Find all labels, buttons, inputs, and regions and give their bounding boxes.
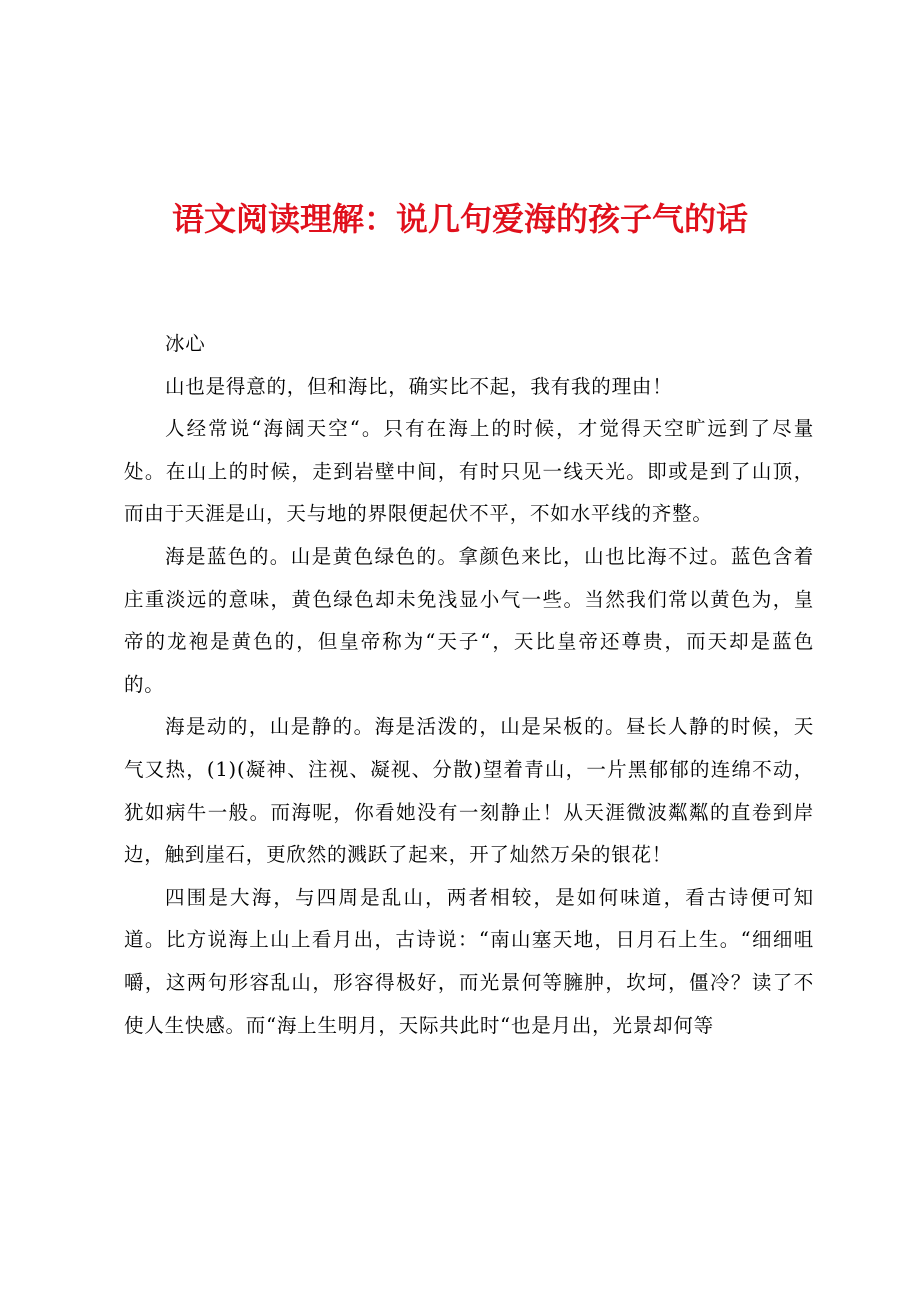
paragraph: 海是蓝色的。山是黄色绿色的。拿颜色来比，山也比海不过。蓝色含着庄重淡远的意味，黄色绿色却未免浅显小气一些。当然我们常以黄色为，皇帝的龙袍是黄色的，但皇帝称为“天子“，天比皇帝还尊贵，而天却是蓝色的。 <box>124 544 814 696</box>
author-line: 冰心 <box>165 332 206 355</box>
article-title: 语文阅读理解：说几句爱海的孩子气的话 <box>171 200 748 238</box>
paragraph: 山也是得意的，但和海比，确实比不起，我有我的理由！ <box>165 374 673 398</box>
article-body <box>124 323 814 1047</box>
paragraph: 人经常说“海阔天空“。只有在海上的时候，才觉得天空旷远到了尽量处。在山上的时候，走到岩壁中间，有时只见一线天光。即或是到了山顶，而由于天涯是山，天与地的界限便起伏不平，不如水平线的齐整。 <box>124 417 814 526</box>
paragraph: 四围是大海，与四周是乱山，两者相较，是如何味道，看古诗便可知道。比方说海上山上看月出，古诗说：“南山塞天地，日月石上生。“细细咀嚼，这两句形容乱山，形容得极好，而光景何等臃肿，坎坷，僵冷？读了不使人生快感。而“海上生明月，天际共此时“也是月出，光景却何等 <box>124 885 814 1037</box>
paragraph: 海是动的，山是静的。海是活泼的，山是呆板的。昼长人静的时候，天气又热，(1)(凝神、注视、凝视、分散)望着青山，一片黑郁郁的连绵不动，犹如病牛一般。而海呢，你看她没有一刻静止！从天涯微波粼粼的直卷到岸边，触到崖石，更欣然的溅跃了起来，开了灿然万朵的银花！ <box>124 715 814 867</box>
